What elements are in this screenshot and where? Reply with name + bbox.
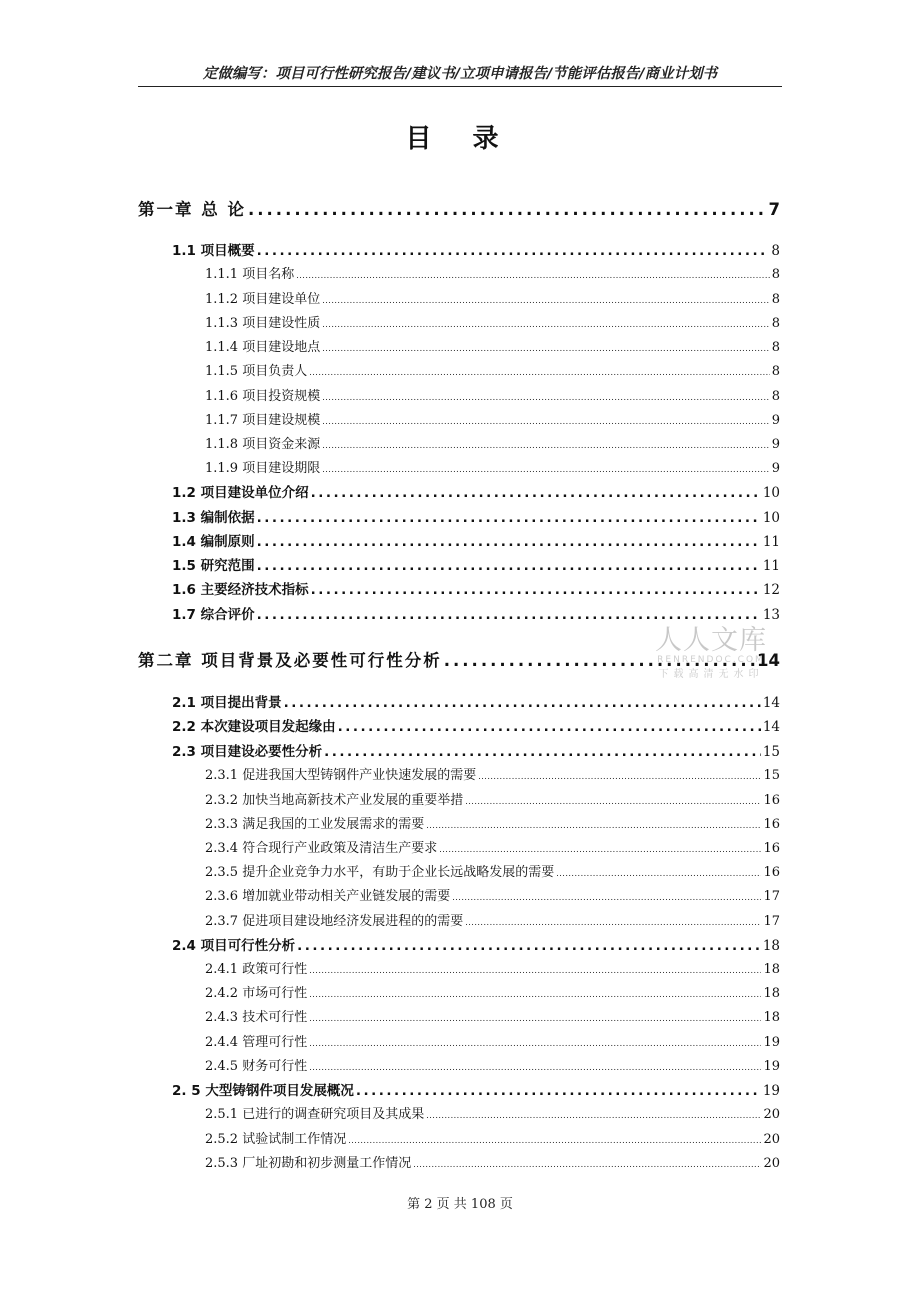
dot-leader bbox=[452, 893, 761, 902]
dot-leader bbox=[311, 582, 761, 598]
toc-entry-page-number: 19 bbox=[762, 1083, 780, 1099]
dot-leader bbox=[322, 465, 770, 474]
dot-leader bbox=[309, 966, 761, 975]
toc-entry-page-number: 8 bbox=[771, 340, 780, 355]
page-footer: 第 2 页 共 108 页 bbox=[407, 1197, 513, 1212]
toc-entry-title: 2.3.1 促进我国大型铸钢件产业快速发展的需要 bbox=[205, 768, 477, 783]
toc-entry-sec[interactable] bbox=[172, 934, 780, 954]
toc-entry-page-number: 16 bbox=[763, 793, 780, 808]
toc-entry-page-number: 13 bbox=[762, 607, 780, 623]
toc-entry-sec[interactable] bbox=[172, 554, 780, 574]
toc-entry-title: 2.4 项目可行性分析 bbox=[172, 938, 296, 954]
toc-entry-title: 2.3 项目建设必要性分析 bbox=[172, 744, 323, 760]
toc-entry-page-number: 7 bbox=[768, 200, 780, 219]
toc-entry-sec[interactable] bbox=[172, 530, 780, 550]
toc-entry-title: 1.1.6 项目投资规模 bbox=[205, 389, 321, 404]
toc-entry-title: 1.1.9 项目建设期限 bbox=[205, 461, 321, 476]
dot-leader bbox=[338, 719, 761, 735]
dot-leader bbox=[296, 271, 770, 280]
toc-entry-page-number: 17 bbox=[763, 889, 780, 904]
toc-entry-title: 2.3.5 提升企业竞争力水平，有助于企业长远战略发展的需要 bbox=[205, 865, 555, 880]
toc-entry-page-number: 8 bbox=[771, 389, 780, 404]
dot-leader bbox=[322, 417, 770, 426]
toc-entry-title: 2.4.5 财务可行性 bbox=[205, 1059, 308, 1074]
toc-entry-sub[interactable] bbox=[205, 958, 780, 977]
toc-entry-title: 2.2 本次建设项目发起缘由 bbox=[172, 719, 336, 735]
toc-entry-sub[interactable] bbox=[205, 1031, 780, 1050]
dot-leader bbox=[309, 1039, 761, 1048]
toc-entry-page-number: 14 bbox=[762, 719, 780, 735]
toc-entry-sub[interactable] bbox=[205, 409, 780, 428]
watermark-logo-text: 人人文库 bbox=[655, 625, 767, 656]
toc-entry-title: 1.1 项目概要 bbox=[172, 243, 255, 259]
toc-entry-sec[interactable] bbox=[172, 715, 780, 735]
toc-entry-title: 1.6 主要经济技术指标 bbox=[172, 582, 309, 598]
toc-entry-sub[interactable] bbox=[205, 1128, 780, 1147]
toc-entry-title: 2.4.3 技术可行性 bbox=[205, 1010, 308, 1025]
toc-entry-page-number: 8 bbox=[771, 267, 780, 282]
toc-entry-title: 1.1.2 项目建设单位 bbox=[205, 292, 321, 307]
dot-leader bbox=[465, 918, 761, 927]
toc-entry-sub[interactable] bbox=[205, 1006, 780, 1025]
toc-entry-page-number: 16 bbox=[763, 865, 780, 880]
dot-leader bbox=[426, 1111, 761, 1120]
dot-leader bbox=[556, 869, 761, 878]
toc-entry-sec[interactable] bbox=[172, 506, 780, 526]
toc-entry-page-number: 15 bbox=[762, 744, 780, 760]
toc-entry-title: 1.1.1 项目名称 bbox=[205, 267, 295, 282]
toc-entry-page-number: 19 bbox=[763, 1059, 780, 1074]
toc-entry-title: 2. 5 大型铸钢件项目发展概况 bbox=[172, 1083, 354, 1099]
toc-entry-page-number: 15 bbox=[763, 768, 780, 783]
toc-entry-sub[interactable] bbox=[205, 288, 780, 307]
toc-entry-page-number: 9 bbox=[771, 437, 780, 452]
toc-entry-page-number: 12 bbox=[762, 582, 780, 598]
toc-entry-page-number: 17 bbox=[763, 914, 780, 929]
toc-entry-title: 1.1.4 项目建设地点 bbox=[205, 340, 321, 355]
watermark-url: RENRENDOC.COM bbox=[657, 655, 765, 665]
dot-leader bbox=[465, 797, 761, 806]
toc-entry-page-number: 8 bbox=[771, 243, 780, 259]
toc-entry-sec[interactable] bbox=[172, 691, 780, 711]
toc-entry-page-number: 11 bbox=[762, 534, 780, 550]
toc-entry-sub[interactable] bbox=[205, 1055, 780, 1074]
toc-entry-page-number: 18 bbox=[763, 1010, 780, 1025]
toc-entry-sub[interactable] bbox=[205, 1152, 780, 1171]
toc-entry-title: 1.1.8 项目资金来源 bbox=[205, 437, 321, 452]
dot-leader bbox=[356, 1083, 761, 1099]
dot-leader bbox=[284, 695, 761, 711]
toc-entry-page-number: 19 bbox=[763, 1035, 780, 1050]
toc-entry-page-number: 11 bbox=[762, 558, 780, 574]
dot-leader bbox=[322, 441, 770, 450]
toc-entry-title: 1.7 综合评价 bbox=[172, 607, 255, 623]
toc-entry-title: 2.1 项目提出背景 bbox=[172, 695, 282, 711]
dot-leader bbox=[311, 485, 761, 501]
dot-leader bbox=[257, 534, 761, 550]
dot-leader bbox=[297, 938, 761, 954]
toc-entry-sub[interactable] bbox=[205, 789, 780, 808]
toc-entry-title: 2.4.1 政策可行性 bbox=[205, 962, 308, 977]
toc-entry-sec[interactable] bbox=[172, 578, 780, 598]
toc-entry-title: 2.3.7 促进项目建设地经济发展进程的的需要 bbox=[205, 914, 464, 929]
toc-entry-page-number: 9 bbox=[771, 413, 780, 428]
dot-leader bbox=[309, 990, 761, 999]
toc-entry-title: 1.2 项目建设单位介绍 bbox=[172, 485, 309, 501]
toc-entry-sub[interactable] bbox=[205, 263, 780, 282]
toc-entry-title: 第一章 总 论 bbox=[138, 200, 246, 219]
dot-leader bbox=[248, 200, 767, 219]
toc-entry-title: 2.3.2 加快当地高新技术产业发展的重要举措 bbox=[205, 793, 464, 808]
toc-entry-title: 1.1.5 项目负责人 bbox=[205, 364, 308, 379]
toc-entry-sub[interactable] bbox=[205, 360, 780, 379]
dot-leader bbox=[309, 1014, 761, 1023]
toc-entry-chapter[interactable] bbox=[138, 196, 780, 220]
toc-entry-title: 2.4.2 市场可行性 bbox=[205, 986, 308, 1001]
dot-leader bbox=[257, 510, 761, 526]
toc-entry-title: 1.4 编制原则 bbox=[172, 534, 255, 550]
toc-entry-title: 2.5.3 厂址初勘和初步测量工作情况 bbox=[205, 1156, 412, 1171]
toc-entry-title: 1.1.7 项目建设规模 bbox=[205, 413, 321, 428]
toc-entry-title: 1.3 编制依据 bbox=[172, 510, 255, 526]
toc-entry-sub[interactable] bbox=[205, 910, 780, 929]
toc-entry-title: 2.3.3 满足我国的工业发展需求的需要 bbox=[205, 817, 425, 832]
toc-entry-page-number: 20 bbox=[763, 1107, 780, 1122]
toc-title: 目 录 bbox=[405, 124, 515, 154]
toc-entry-page-number: 10 bbox=[762, 485, 780, 501]
toc-entry-sub[interactable] bbox=[205, 1103, 780, 1122]
dot-leader bbox=[439, 845, 761, 854]
toc-entry-page-number: 16 bbox=[763, 841, 780, 856]
dot-leader bbox=[309, 368, 770, 377]
toc-entry-sub[interactable] bbox=[205, 312, 780, 331]
toc-entry-page-number: 20 bbox=[763, 1156, 780, 1171]
toc-entry-page-number: 8 bbox=[771, 292, 780, 307]
toc-entry-page-number: 18 bbox=[762, 938, 780, 954]
toc-entry-page-number: 16 bbox=[763, 817, 780, 832]
toc-entry-page-number: 18 bbox=[763, 962, 780, 977]
toc-entry-title: 2.3.4 符合现行产业政策及清洁生产要求 bbox=[205, 841, 438, 856]
dot-leader bbox=[322, 393, 770, 402]
dot-leader bbox=[322, 344, 770, 353]
toc-entry-sub[interactable] bbox=[205, 433, 780, 452]
dot-leader bbox=[309, 1063, 761, 1072]
toc-entry-page-number: 14 bbox=[762, 695, 780, 711]
toc-entry-sub[interactable] bbox=[205, 764, 780, 783]
toc-entry-title: 2.3.6 增加就业带动相关产业链发展的需要 bbox=[205, 889, 451, 904]
toc-entry-sec[interactable] bbox=[172, 239, 780, 259]
toc-entry-sub[interactable] bbox=[205, 861, 780, 880]
toc-entry-title: 2.5.1 已进行的调查研究项目及其成果 bbox=[205, 1107, 425, 1122]
toc-entry-sub[interactable] bbox=[205, 336, 780, 355]
toc-entry-page-number: 8 bbox=[771, 316, 780, 331]
toc-entry-page-number: 10 bbox=[762, 510, 780, 526]
watermark-caption: 下载高清无水印 bbox=[658, 669, 764, 680]
dot-leader bbox=[257, 243, 770, 259]
dot-leader bbox=[413, 1160, 761, 1169]
dot-leader bbox=[257, 558, 761, 574]
toc-entry-page-number: 20 bbox=[763, 1132, 780, 1147]
dot-leader bbox=[348, 1136, 761, 1145]
toc-entry-page-number: 18 bbox=[763, 986, 780, 1001]
toc-entry-sub[interactable] bbox=[205, 837, 780, 856]
page-header: 定做编写：项目可行性研究报告/建议书/立项申请报告/节能评估报告/商业计划书 bbox=[202, 66, 718, 82]
toc-entry-page-number: 14 bbox=[757, 651, 780, 670]
dot-leader bbox=[324, 744, 761, 760]
toc-entry-sub[interactable] bbox=[205, 385, 780, 404]
toc-entry-page-number: 9 bbox=[771, 461, 780, 476]
watermark bbox=[646, 618, 776, 680]
toc-entry-sec[interactable] bbox=[172, 481, 780, 501]
toc-entry-title: 2.5.2 试验试制工作情况 bbox=[205, 1132, 347, 1147]
dot-leader bbox=[478, 772, 761, 781]
toc-entry-title: 1.1.3 项目建设性质 bbox=[205, 316, 321, 331]
header-rule bbox=[138, 86, 782, 87]
toc-entry-sub[interactable] bbox=[205, 885, 780, 904]
dot-leader bbox=[322, 320, 770, 329]
dot-leader bbox=[322, 296, 770, 305]
dot-leader bbox=[426, 821, 761, 830]
toc-entry-sub[interactable] bbox=[205, 982, 780, 1001]
toc-entry-sec[interactable] bbox=[172, 740, 780, 760]
toc-entry-sec[interactable] bbox=[172, 1079, 780, 1099]
toc-entry-sub[interactable] bbox=[205, 813, 780, 832]
toc-entry-title: 2.4.4 管理可行性 bbox=[205, 1035, 308, 1050]
toc-entry-sub[interactable] bbox=[205, 457, 780, 476]
toc-entry-page-number: 8 bbox=[771, 364, 780, 379]
toc-entry-title: 1.5 研究范围 bbox=[172, 558, 255, 574]
toc-entry-title: 第二章 项目背景及必要性可行性分析 bbox=[138, 651, 442, 670]
